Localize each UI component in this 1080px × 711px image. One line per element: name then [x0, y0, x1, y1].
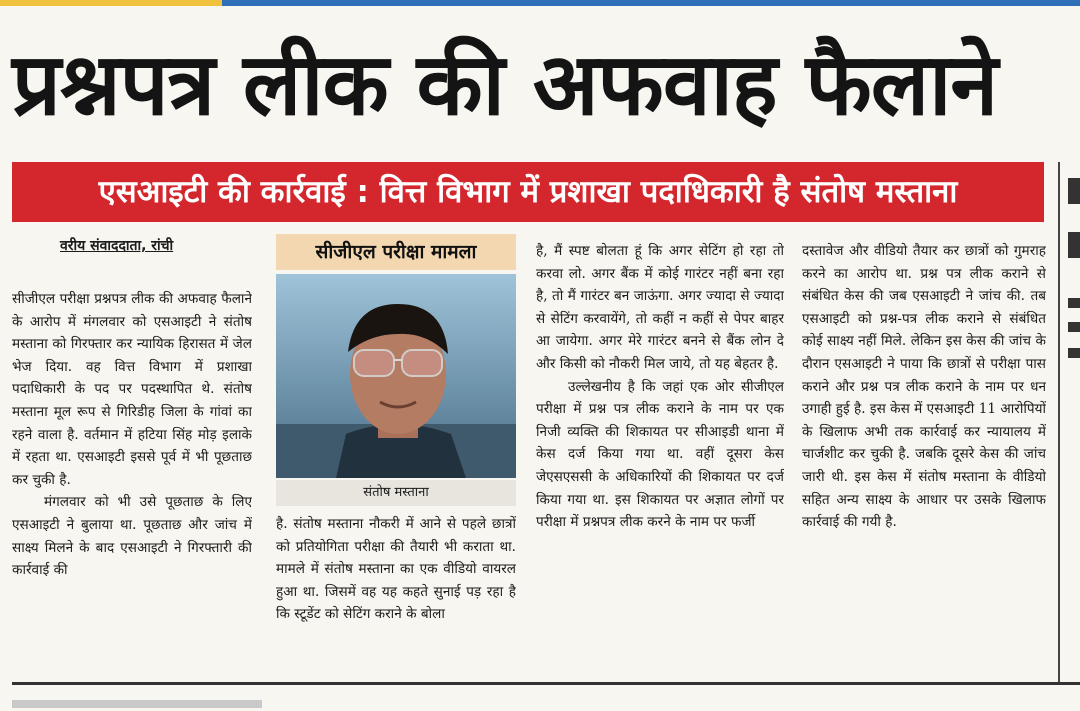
portrait-illustration: [276, 274, 516, 478]
article-column-3: [536, 240, 784, 672]
article-paragraph: है. संतोष मस्ताना नौकरी में आने से पहले छात्रों को प्रतियोगिता परीक्षा की तैयारी भी कराता था. मामले में संतोष मस्ताना का एक वीडियो वायरल हुआ था. जिसमें वह यह कहते सुनाई पड़ रहा है कि स्टूडेंट को सेटिंग कराने के बोला: [276, 516, 516, 623]
photo-caption: संतोष मस्ताना: [276, 480, 516, 506]
article-paragraph: है, मैं स्पष्ट बोलता हूं कि अगर सेटिंग हो रहा तो करवा लो. अगर बैंक में कोई गारंटर नहीं बना रहा है, तो मैं गारंटर बन जाऊंगा. अगर ज्यादा से ज्यादा से सेटिंग करवायेंगे, तो कहीं न कहीं से पेपर बाहर आ जायेगा. अगर मेरे गारंटर बनने से बैंक लोन दे और किसी को नौकरी मिल जाये, तो यह बेहतर है.: [536, 243, 784, 372]
kicker-label: सीजीएल परीक्षा मामला: [276, 234, 516, 270]
portrait-photo: [276, 274, 516, 478]
next-article-strip: [12, 700, 262, 708]
article-column-4: [802, 240, 1046, 672]
subheadline-banner: एसआइटी की कार्रवाई : वित्त विभाग में प्रशाखा पदाधिकारी है संतोष मस्ताना: [12, 162, 1044, 222]
column-divider: [1058, 162, 1060, 682]
article-paragraph: सीजीएल परीक्षा प्रश्नपत्र लीक की अफवाह फैलाने के आरोप में मंगलवार को एसआइटी ने संतोष मस्ताना को गिरफ्तार कर न्यायिक हिरासत में जेल भेज दिया. वह वित्त विभाग में प्रशाखा पदाधिकारी के पद पर पदस्थापित थे. संतोष मस्ताना मूल रूप से गिरिडीह जिला के गांवां का रहने वाला है. वर्तमान में हटिया सिंह मोड़ इलाके में रहता था. एसआइटी इससे पूर्व में भी पूछताछ कर चुकी है.: [12, 291, 252, 488]
headline: प्रश्नपत्र लीक की अफवाह फैलाने: [12, 35, 998, 135]
top-accent-gold: [0, 0, 222, 6]
article-column-2: [276, 513, 516, 673]
article-column-1: [12, 288, 252, 673]
article-paragraph: मंगलवार को भी उसे पूछताछ के लिए एसआइटी ने बुलाया था. पूछताछ और जांच में साक्ष्य मिलने के बाद एसआइटी ने गिरफ्तारी की कार्रवाई की: [12, 494, 252, 579]
article-paragraph: उल्लेखनीय है कि जहां एक ओर सीजीएल परीक्षा में प्रश्न पत्र लीक कराने के नाम पर एक निजी व्यक्ति की शिकायत पर सीआइडी थाना में केस दर्ज किया गया था. वहीं दूसरा केस जेएसएससी के अधिकारियों की शिकायत पर दर्ज किया गया था. इस शिकायत पर अज्ञात लोगों पर परीक्षा में प्रश्नपत्र लीक करने के नाम पर फर्जी: [536, 378, 784, 531]
adjacent-article-fragment: [1068, 170, 1080, 670]
top-accent-blue: [222, 0, 1080, 6]
bottom-rule: [12, 682, 1080, 685]
article-paragraph: दस्तावेज और वीडियो तैयार कर छात्रों को गुमराह करने का आरोप था. प्रश्न पत्र लीक कराने से संबंधित केस की जब एसआइटी ने जांच की. तब एसआइटी को प्रश्न-पत्र लीक कराने से संबंधित कोई साक्ष्य नहीं मिले. लेकिन इस केस की जांच के दौरान एसआइटी ने पाया कि छात्रों से परीक्षा पास कराने और प्रश्न पत्र लीक कराने के नाम पर धन उगाही हुई है. इस केस में एसआइटी 11 आरोपियों के खिलाफ अभी तक कार्रवाई कर न्यायालय में चार्जशीट कर चुकी है. जबकि दूसरे केस की जांच जारी थी. इस केस में संतोष मस्ताना के वीडियो सहित अन्य साक्ष्य के आधार पर उसके खिलाफ कार्रवाई की गयी है.: [802, 243, 1046, 531]
byline: वरीय संवाददाता, रांची: [60, 238, 174, 254]
